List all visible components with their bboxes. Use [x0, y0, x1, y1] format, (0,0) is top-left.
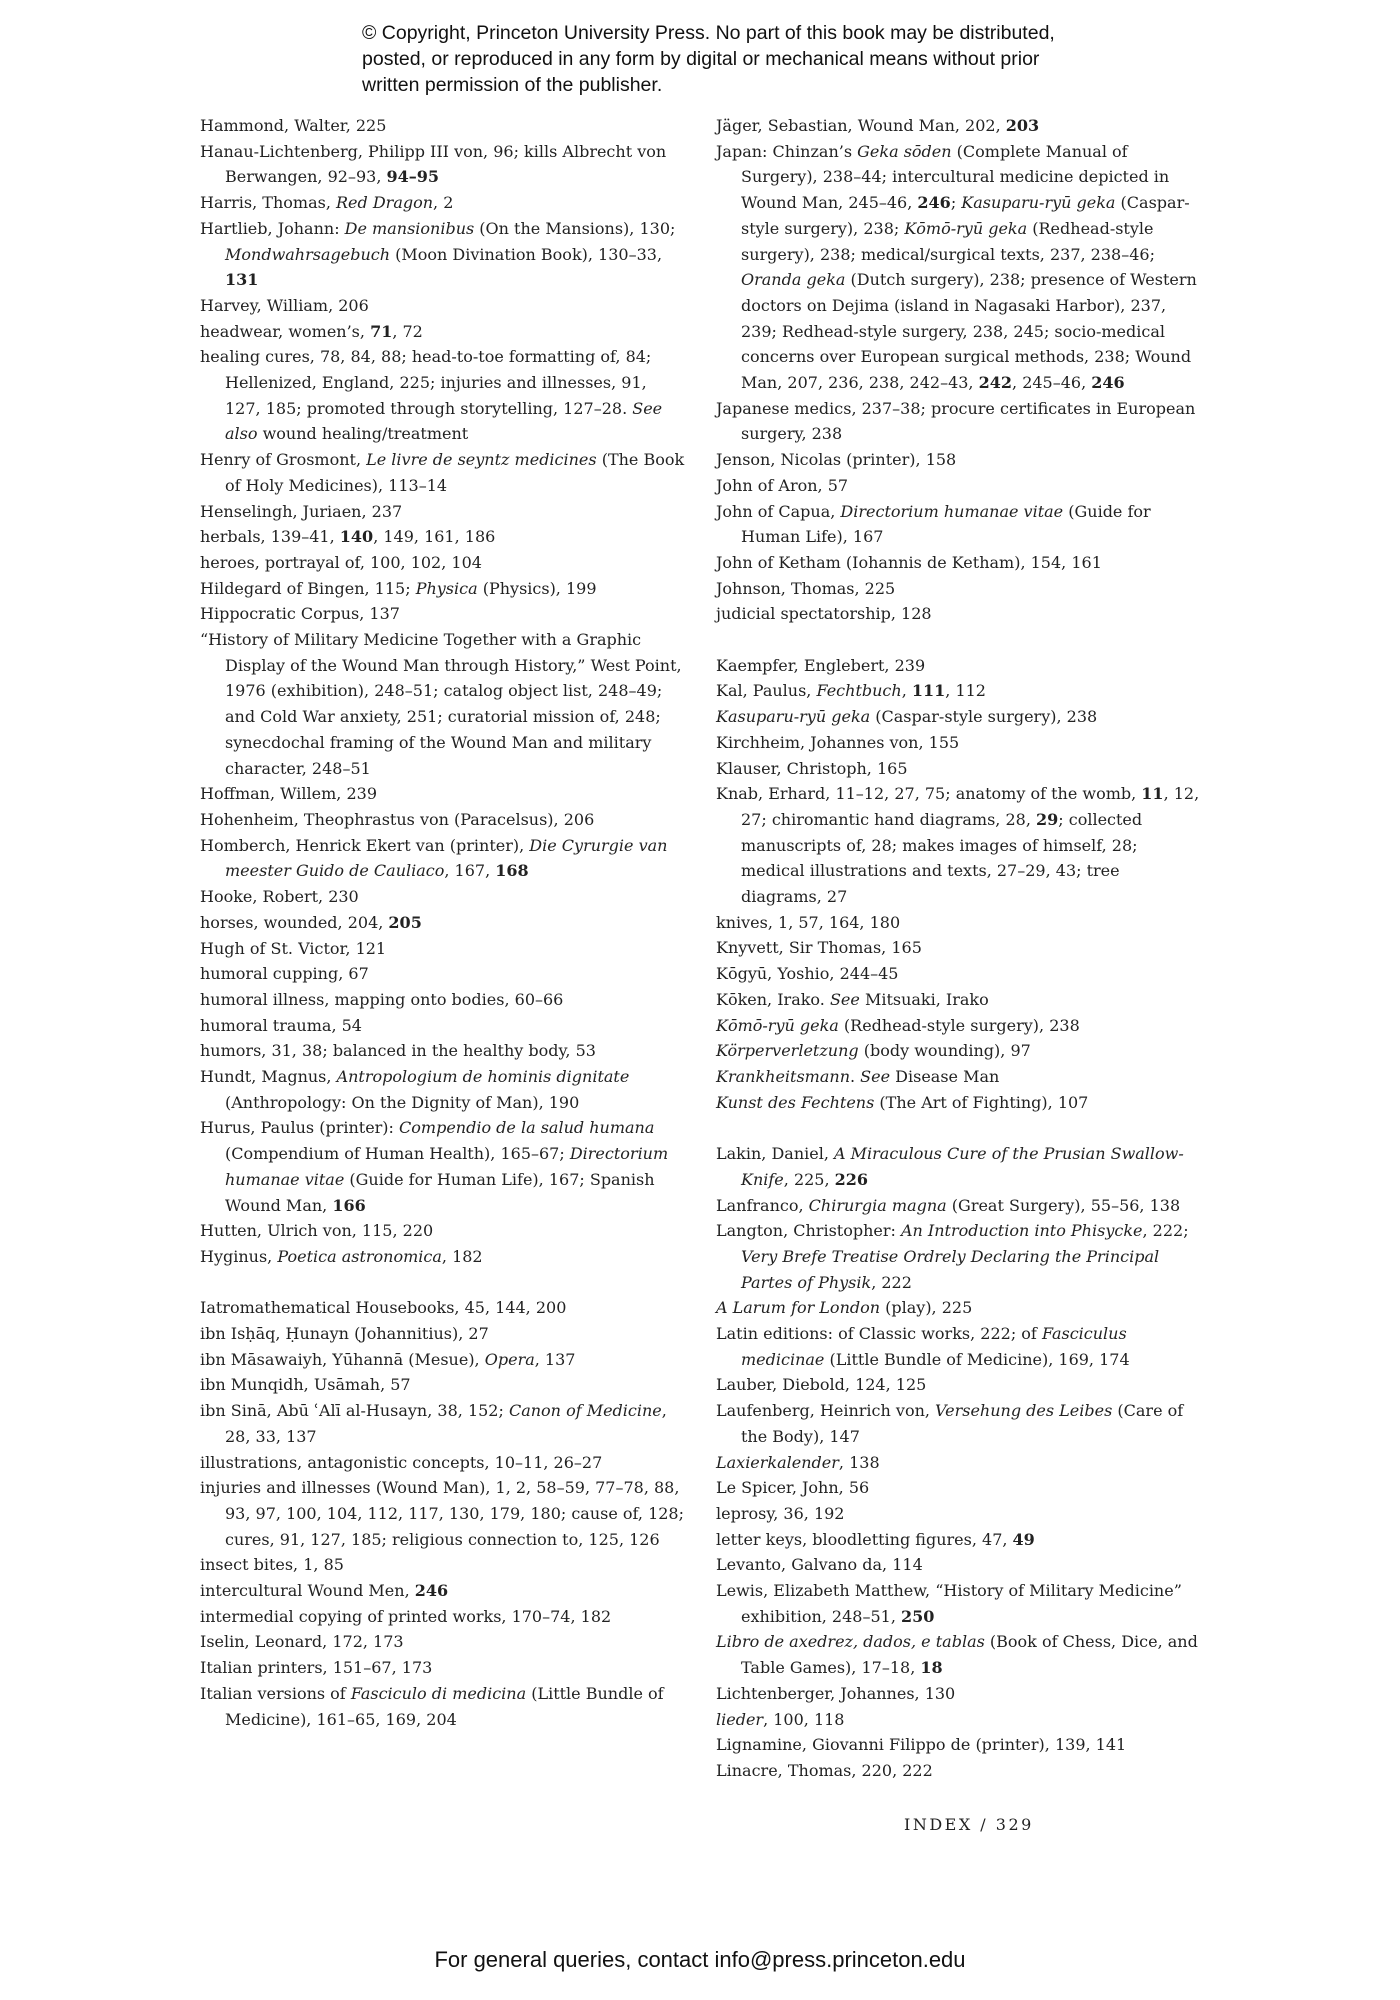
index-entry: insect bites, 1, 85: [200, 1555, 344, 1575]
index-entry: humoral trauma, 54: [200, 1015, 362, 1035]
index-entry: Italian versions of Fasciculo di medicina (Little Bundle of Medicine), 161–65, 169, 204: [200, 1683, 664, 1729]
letter-group-spacer: [200, 1270, 685, 1296]
index-entry: Lanfranco, Chirurgia magna (Great Surgery), 55–56, 138: [716, 1195, 1181, 1215]
index-entry: humoral cupping, 67: [200, 964, 369, 984]
index-entry: Hanau-Lichtenberg, Philipp III von, 96; kills Albrecht von Berwangen, 92–93, 94–95: [200, 141, 667, 187]
index-entry: Libro de axedrez, dados, e tablas (Book of Chess, Dice, and Table Games), 17–18, 18: [716, 1632, 1198, 1678]
index-entry: Lakin, Daniel, A Miraculous Cure of the Prusian Swallow-Knife, 225, 226: [716, 1144, 1184, 1189]
index-entry: Hartlieb, Johann: De mansionibus (On the Mansions), 130; Mondwahrsagebuch (Moon Divination Book), 130–33, 131: [200, 218, 676, 290]
index-entry: ibn Munqidh, Usāmah, 57: [200, 1375, 411, 1395]
index-entry: Hugh of St. Victor, 121: [200, 938, 387, 958]
index-entry: Hildegard of Bingen, 115; Physica (Physics), 199: [200, 578, 597, 598]
index-entry: Hurus, Paulus (printer): Compendio de la salud humana (Compendium of Human Health), 165–67; Directorium humanae vitae (Guide for Human Life), 167; Spanish Wound Man, 166: [200, 1118, 669, 1215]
index-entry: lieder, 100, 118: [716, 1709, 845, 1729]
index-entry: Langton, Christopher: An Introduction into Phisycke, 222; Very Brefe Treatise Ordrely Declaring the Principal Partes of Physik, 222: [716, 1221, 1189, 1292]
index-entry: Hundt, Magnus, Antropologium de hominis dignitate (Anthropology: On the Dignity of Man), 190: [200, 1067, 630, 1112]
index-entry: injuries and illnesses (Wound Man), 1, 2, 58–59, 77–78, 88, 93, 97, 100, 104, 112, 117, 130, 179, 180; cause of, 128; cures, 91, 127, 185; religious connection to, 125, 126: [200, 1478, 684, 1549]
index-entry: judicial spectatorship, 128: [716, 604, 932, 624]
copyright-notice: © Copyright, Princeton University Press. No part of this book may be distributed, posted, or reproduced in any form by digital or mechanical means without prior written permission of the publisher.: [362, 22, 1055, 96]
index-entry: John of Capua, Directorium humanae vitae (Guide for Human Life), 167: [716, 501, 1151, 547]
index-entry: herbals, 139–41, 140, 149, 161, 186: [200, 527, 496, 547]
index-entry: Kōken, Irako. See Mitsuaki, Irako: [716, 989, 989, 1009]
index-entry: Italian printers, 151–67, 173: [200, 1658, 433, 1678]
page-folio: INDEX / 329: [904, 1815, 1034, 1834]
index-entry: humoral illness, mapping onto bodies, 60–66: [200, 989, 564, 1009]
index-entry: Levanto, Galvano da, 114: [716, 1555, 923, 1575]
index-entry: horses, wounded, 204, 205: [200, 912, 422, 932]
index-entry: Kōmō-ryū geka (Redhead-style surgery), 238: [716, 1015, 1080, 1035]
letter-group-spacer: [716, 627, 1201, 653]
index-entry: Harris, Thomas, Red Dragon, 2: [200, 193, 454, 213]
index-entry: heroes, portrayal of, 100, 102, 104: [200, 552, 482, 572]
letter-group-spacer: [716, 1115, 1201, 1141]
index-entry: intermedial copying of printed works, 170–74, 182: [200, 1606, 612, 1626]
index-entry: Henry of Grosmont, Le livre de seyntz medicines (The Book of Holy Medicines), 113–14: [200, 450, 685, 495]
index-entry: Hutten, Ulrich von, 115, 220: [200, 1221, 434, 1241]
index-entry: leprosy, 36, 192: [716, 1503, 845, 1523]
index-entry: headwear, women’s, 71, 72: [200, 321, 423, 341]
index-entry: illustrations, antagonistic concepts, 10–11, 26–27: [200, 1452, 603, 1472]
index-entry: Japan: Chinzan’s Geka sōden (Complete Manual of Surgery), 238–44; intercultural medicine depicted in Wound Man, 245–46, 246; Kasuparu-ryū geka (Caspar-style surgery), 238; Kōmō-ryū geka (Redhead-style surgery), 238; medical/surgical texts, 237, 238–46; Oranda geka (Dutch surgery), 238; presence of Western doctors on Dejima (island in Nagasaki Harbor), 237, 239; Redhead-style surgery, 238, 245; socio-medical concerns over European surgical methods, 238; Wound Man, 207, 236, 238, 242–43, 242, 245–46, 246: [716, 141, 1197, 393]
index-entry: ibn Isḥāq, Ḥunayn (Johannitius), 27: [200, 1324, 489, 1344]
index-entry: Kunst des Fechtens (The Art of Fighting), 107: [716, 1092, 1089, 1112]
index-column-right: [716, 113, 1201, 1784]
index-entry: “History of Military Medicine Together with a Graphic Display of the Wound Man through History,” West Point, 1976 (exhibition), 248–51; catalog object list, 248–49; and Cold War anxiety, 251; curatorial mission of, 248; synecdochal framing of the Wound Man and military character, 248–51: [200, 630, 682, 778]
index-entry: Laxierkalender, 138: [716, 1452, 880, 1472]
index-entry: humors, 31, 38; balanced in the healthy body, 53: [200, 1041, 596, 1061]
index-entry: Kōgyū, Yoshio, 244–45: [716, 964, 899, 984]
index-entry: John of Aron, 57: [716, 475, 849, 495]
index-entry: Lewis, Elizabeth Matthew, “History of Military Medicine” exhibition, 248–51, 250: [716, 1581, 1182, 1626]
index-entry: Hoffman, Willem, 239: [200, 784, 378, 804]
index-entry: Krankheitsmann. See Disease Man: [716, 1067, 1000, 1086]
index-entry: A Larum for London (play), 225: [716, 1298, 973, 1318]
index-entry: ibn Sinā, Abū ʿAlī al-Husayn, 38, 152; Canon of Medicine, 28, 33, 137: [200, 1401, 667, 1446]
index-entry: Kirchheim, Johannes von, 155: [716, 732, 960, 752]
index-entry: Iatromathematical Housebooks, 45, 144, 200: [200, 1298, 567, 1318]
index-entry: Linacre, Thomas, 220, 222: [716, 1760, 933, 1780]
index-entry: healing cures, 78, 84, 88; head-to-toe formatting of, 84; Hellenized, England, 225; injuries and illnesses, 91, 127, 185; promoted through storytelling, 127–28. See also wound healing/treatment: [200, 347, 663, 444]
index-entry: Henselingh, Juriaen, 237: [200, 501, 403, 521]
index-entry: Le Spicer, John, 56: [716, 1478, 870, 1498]
index-entry: letter keys, bloodletting figures, 47, 49: [716, 1529, 1035, 1549]
index-entry: Hyginus, Poetica astronomica, 182: [200, 1246, 483, 1266]
index-entry: Johnson, Thomas, 225: [716, 578, 896, 598]
index-entry: Knab, Erhard, 11–12, 27, 75; anatomy of the womb, 11, 12, 27; chiromantic hand diagrams, 28, 29; collected manuscripts of, 28; makes images of himself, 28; medical illustrations and texts, 27–29, 43; tree diagrams, 27: [716, 784, 1200, 907]
index-column-left: [200, 113, 685, 1732]
index-entry: Japanese medics, 237–38; procure certificates in European surgery, 238: [716, 398, 1196, 444]
index-entry: Hammond, Walter, 225: [200, 116, 387, 135]
index-entry: Klauser, Christoph, 165: [716, 758, 908, 778]
index-entry: Latin editions: of Classic works, 222; of Fasciculus medicinae (Little Bundle of Medicine), 169, 174: [716, 1324, 1130, 1369]
index-entry: Harvey, William, 206: [200, 295, 369, 315]
index-entry: Kaempfer, Englebert, 239: [716, 655, 926, 675]
index-entry: ibn Māsawaiyh, Yūhannā (Mesue), Opera, 137: [200, 1349, 576, 1369]
index-entry: knives, 1, 57, 164, 180: [716, 912, 901, 932]
index-entry: Lichtenberger, Johannes, 130: [716, 1683, 956, 1703]
contact-footer: For general queries, contact info@press.princeton.edu: [434, 1947, 966, 1972]
index-entry: Lauber, Diebold, 124, 125: [716, 1375, 927, 1395]
index-entry: Laufenberg, Heinrich von, Versehung des Leibes (Care of the Body), 147: [716, 1401, 1184, 1446]
index-entry: Lignamine, Giovanni Filippo de (printer), 139, 141: [716, 1735, 1127, 1755]
index-entry: Knyvett, Sir Thomas, 165: [716, 938, 922, 958]
index-entry: Iselin, Leonard, 172, 173: [200, 1632, 404, 1652]
index-entry: Hooke, Robert, 230: [200, 887, 359, 907]
index-entry: Jäger, Sebastian, Wound Man, 202, 203: [716, 116, 1040, 135]
index-entry: intercultural Wound Men, 246: [200, 1581, 449, 1601]
index-entry: Kal, Paulus, Fechtbuch, 111, 112: [716, 681, 986, 701]
index-entry: Jenson, Nicolas (printer), 158: [716, 450, 957, 470]
index-entry: Homberch, Henrick Ekert van (printer), Die Cyrurgie van meester Guido de Cauliaco, 167, 168: [200, 835, 668, 881]
index-entry: John of Ketham (Iohannis de Ketham), 154, 161: [716, 552, 1102, 572]
index-entry: Hippocratic Corpus, 137: [200, 604, 400, 624]
index-entry: Hohenheim, Theophrastus von (Paracelsus), 206: [200, 809, 595, 829]
index-entry: Kasuparu-ryū geka (Caspar-style surgery), 238: [716, 707, 1098, 727]
index-entry: Körperverletzung (body wounding), 97: [716, 1041, 1031, 1061]
